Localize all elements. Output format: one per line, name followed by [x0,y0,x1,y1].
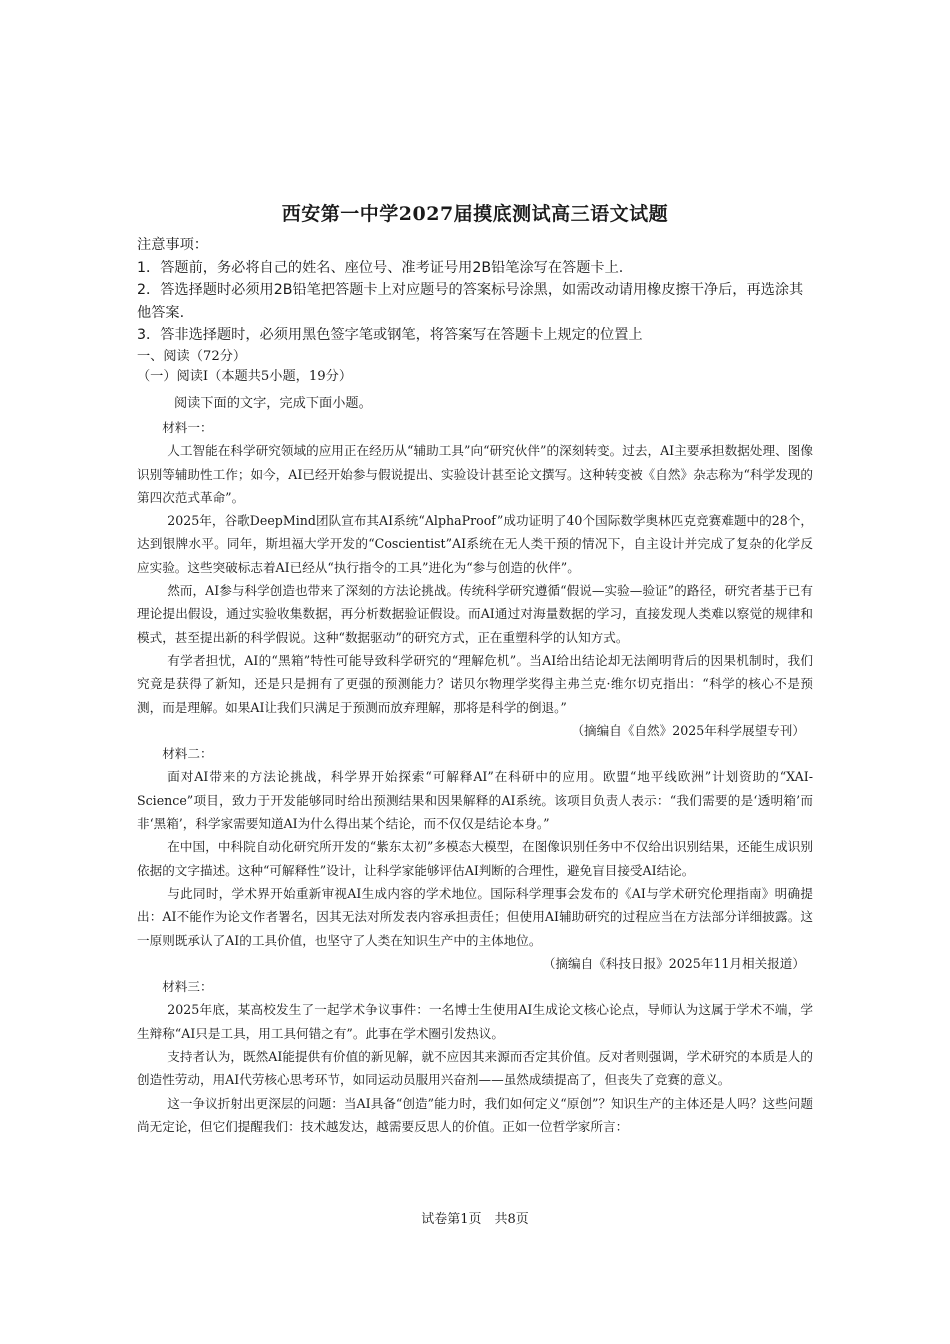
paragraph: 有学者担忧，AI的“黑箱”特性可能导致科学研究的“理解危机”。当AI给出结论却无法阐明背后的因果机制时，我们究竟是获得了新知，还是只是拥有了更强的预测能力？诺贝尔物理学奖得主弗兰克·维尔切克指出：“科学的核心不是预测，而是理解。如果AI让我们只满足于预测而放弃理解，那将是科学的倒退。” [137,652,813,715]
notice-heading: 注意事项： [137,237,208,253]
section-heading: 一、阅读（72分） [137,349,247,364]
reading-instruction: 阅读下面的文字，完成下面小题。 [174,396,372,411]
paragraph: 这一争议折射出更深层的问题：当AI具备“创造”能力时，我们如何定义“原创”？知识生产的主体还是人吗？这些问题尚无定论，但它们提醒我们：技术越发达，越需要反思人的价值。正如一位哲学家所言： [137,1095,813,1134]
notice-item-2: 2．答选择题时必须用2B铅笔把答题卡上对应题号的答案标号涂黑，如需改动请用橡皮擦干净后，再选涂其他答案. [137,282,804,321]
material-label: 材料三： [162,979,213,995]
paragraph: 在中国，中科院自动化研究所开发的“紫东太初”多模态大模型，在图像识别任务中不仅给出识别结果，还能生成识别依据的文字描述。这种“可解释性”设计，让科学家能够评估AI判断的合理性，避免盲目接受AI结论。 [137,839,813,878]
material-label: 材料一： [162,420,213,435]
material-label: 材料二： [162,746,213,762]
paragraph: 2025年，谷歌DeepMind团队宣布其AI系统“AlphaProof”成功证明了40个国际数学奥林匹克竞赛难题中的28个，达到银牌水平。同年，斯坦福大学开发的“Coscientist”AI系统在无人类干预的情况下，自主设计并完成了复杂的化学反应实验。这些突破标志着AI已经从“执行指令的工具”进化为“参与创造的伙伴”。 [137,513,813,575]
notice-block [137,234,817,347]
material-source: （摘编自《科技日报》2025年11月相关报道） [542,955,805,971]
paragraph: 人工智能在科学研究领域的应用正在经历从“辅助工具”向“研究伙伴”的深刻转变。过去，AI主要承担数据处理、图像识别等辅助性工作；如今，AI已经开始参与假说提出、实验设计甚至论文撰写。这种转变被《自然》杂志称为“科学发现的第四次范式革命”。 [137,443,813,505]
paragraph: 然而，AI参与科学创造也带来了深刻的方法论挑战。传统科学研究遵循“假说—实验—验证”的路径，研究者基于已有理论提出假设，通过实验收集数据，再分析数据验证假设。而AI通过对海量数据的学习，直接发现人类难以察觉的规律和模式，甚至提出新的科学假说。这种“数据驱动”的研究方式，正在重塑科学的认知方式。 [137,583,813,645]
subsection-heading: （一）阅读Ⅰ（本题共5小题，19分） [137,369,353,384]
page-footer: 试卷第1页 共8页 [421,1212,529,1227]
paragraph: 支持者认为，既然AI能提供有价值的新见解，就不应因其来源而否定其价值。反对者则强调，学术研究的本质是人的创造性劳动，用AI代劳核心思考环节，如同运动员服用兴奋剂——虽然成绩提高了，但丧失了竞赛的意义。 [137,1049,813,1088]
exam-title: 西安第一中学2027届摸底测试高三语文试题 [281,203,669,225]
notice-item-1: 1．答题前，务必将自己的姓名、座位号、准考证号用2B铅笔涂写在答题卡上. [137,259,624,276]
material-source: （摘编自《自然》2025年科学展望专刊） [571,722,805,738]
paragraph: 面对AI带来的方法论挑战，科学界开始探索“可解释AI”在科研中的应用。欧盟“地平线欧洲”计划资助的“XAI-Science”项目，致力于开发能够同时给出预测结果和因果解释的AI系统。该项目负责人表示：“我们需要的是‘透明箱’而非‘黑箱’，科学家需要知道AI为什么得出某个结论，而不仅仅是结论本身。” [137,769,813,832]
paragraph: 2025年底，某高校发生了一起学术争议事件：一名博士生使用AI生成论文核心论点，导师认为这属于学术不端，学生辩称“AI只是工具，用工具何错之有”。此事在学术圈引发热议。 [137,1002,813,1041]
paragraph: 与此同时，学术界开始重新审视AI生成内容的学术地位。国际科学理事会发布的《AI与学术研究伦理指南》明确提出：AI不能作为论文作者署名，因其无法对所发表内容承担责任；但使用AI辅助研究的过程应当在方法部分详细披露。这一原则既承认了AI的工具价值，也坚守了人类在知识生产中的主体地位。 [137,885,813,948]
notice-item-3: 3．答非选择题时，必须用黑色签字笔或钢笔，将答案写在答题卡上规定的位置上 [137,327,643,343]
reading-passage [137,416,813,1138]
